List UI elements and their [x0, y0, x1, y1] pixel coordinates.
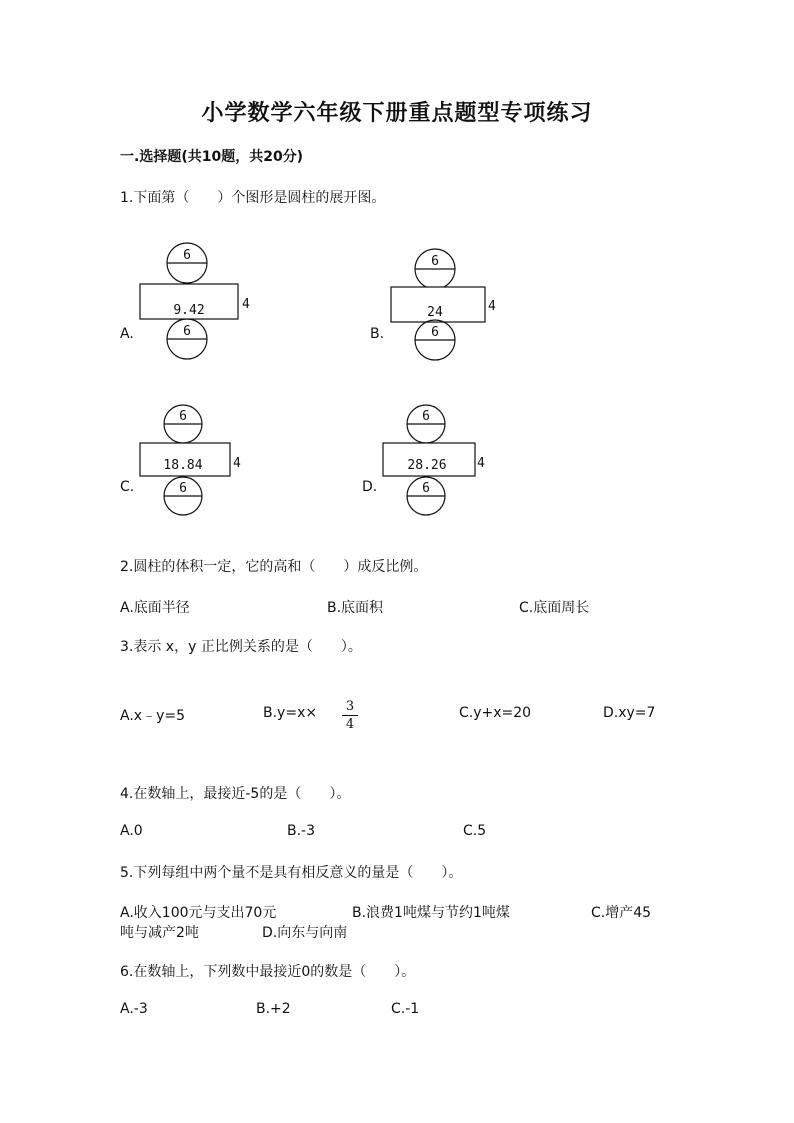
- option-1b-letter: B.: [370, 326, 385, 342]
- option-2c: C.底面周长: [519, 600, 590, 616]
- option-1a-letter: A.: [120, 326, 134, 342]
- fraction-three-quarters: [342, 699, 358, 732]
- option-6c: C.-1: [391, 1001, 420, 1017]
- option-1d-letter: D.: [362, 479, 378, 495]
- option-4c: C.5: [463, 823, 487, 839]
- bottom-circle-label: 6: [431, 325, 439, 340]
- cylinder-net-c: [138, 405, 248, 517]
- question-5: 5.下列每组中两个量不是具有相反意义的量是（ ）。: [120, 865, 463, 881]
- top-circle-label: 6: [431, 254, 439, 269]
- option-2a: A.底面半径: [120, 600, 190, 616]
- rect-height-label: 4: [477, 456, 485, 471]
- option-5c: C.增产45: [591, 905, 652, 921]
- fraction-numerator: 3: [345, 699, 355, 714]
- question-6: 6.在数轴上，下列数中最接近0的数是（ ）。: [120, 964, 416, 980]
- rect-length-label: 28.26: [407, 458, 447, 473]
- rect-length-label: 18.84: [163, 458, 203, 473]
- question-3: 3.表示 x，y 正比例关系的是（ ）。: [120, 639, 362, 655]
- top-circle-label: 6: [183, 248, 191, 263]
- bottom-circle-label: 6: [179, 481, 187, 496]
- rect-height-label: 4: [233, 456, 241, 471]
- option-3d: D.xy=7: [603, 705, 656, 721]
- rect-length-label: 9.42: [173, 303, 205, 318]
- section-heading: 一.选择题(共10题，共20分): [120, 149, 304, 165]
- option-5d: D.向东与向南: [262, 925, 348, 941]
- option-3c: C.y+x=20: [459, 705, 532, 721]
- cylinder-net-a: [138, 242, 258, 360]
- fraction-denominator: 4: [345, 717, 355, 732]
- option-4b: B.-3: [287, 823, 316, 839]
- option-6b: B.+2: [256, 1001, 291, 1017]
- option-5c-continued: 吨与减产2吨: [120, 925, 199, 941]
- option-5b: B.浪费1吨煤与节约1吨煤: [352, 905, 510, 921]
- option-2b: B.底面积: [327, 600, 384, 616]
- option-1c-letter: C.: [120, 479, 135, 495]
- bottom-circle-label: 6: [183, 324, 191, 339]
- option-3b: B.y=x×: [263, 705, 318, 721]
- rect-height-label: 4: [488, 299, 496, 314]
- top-circle-label: 6: [422, 409, 430, 424]
- question-1: 1.下面第（ ）个图形是圆柱的展开图。: [120, 190, 386, 206]
- question-2: 2.圆柱的体积一定，它的高和（ ）成反比例。: [120, 559, 428, 575]
- option-6a: A.-3: [120, 1001, 148, 1017]
- rect-length-label: 24: [427, 305, 443, 320]
- rect-height-label: 4: [242, 297, 250, 312]
- question-4: 4.在数轴上，最接近-5的是（ ）。: [120, 786, 351, 802]
- fraction-bar: [342, 715, 358, 716]
- option-5a: A.收入100元与支出70元: [120, 905, 277, 921]
- cylinder-net-d: [381, 405, 493, 517]
- page-title: 小学数学六年级下册重点题型专项练习: [201, 100, 593, 126]
- bottom-circle-label: 6: [422, 481, 430, 496]
- option-4a: A.0: [120, 823, 143, 839]
- cylinder-net-b: [389, 249, 499, 367]
- top-circle-label: 6: [179, 409, 187, 424]
- option-3a: A.x﹣y=5: [120, 708, 185, 724]
